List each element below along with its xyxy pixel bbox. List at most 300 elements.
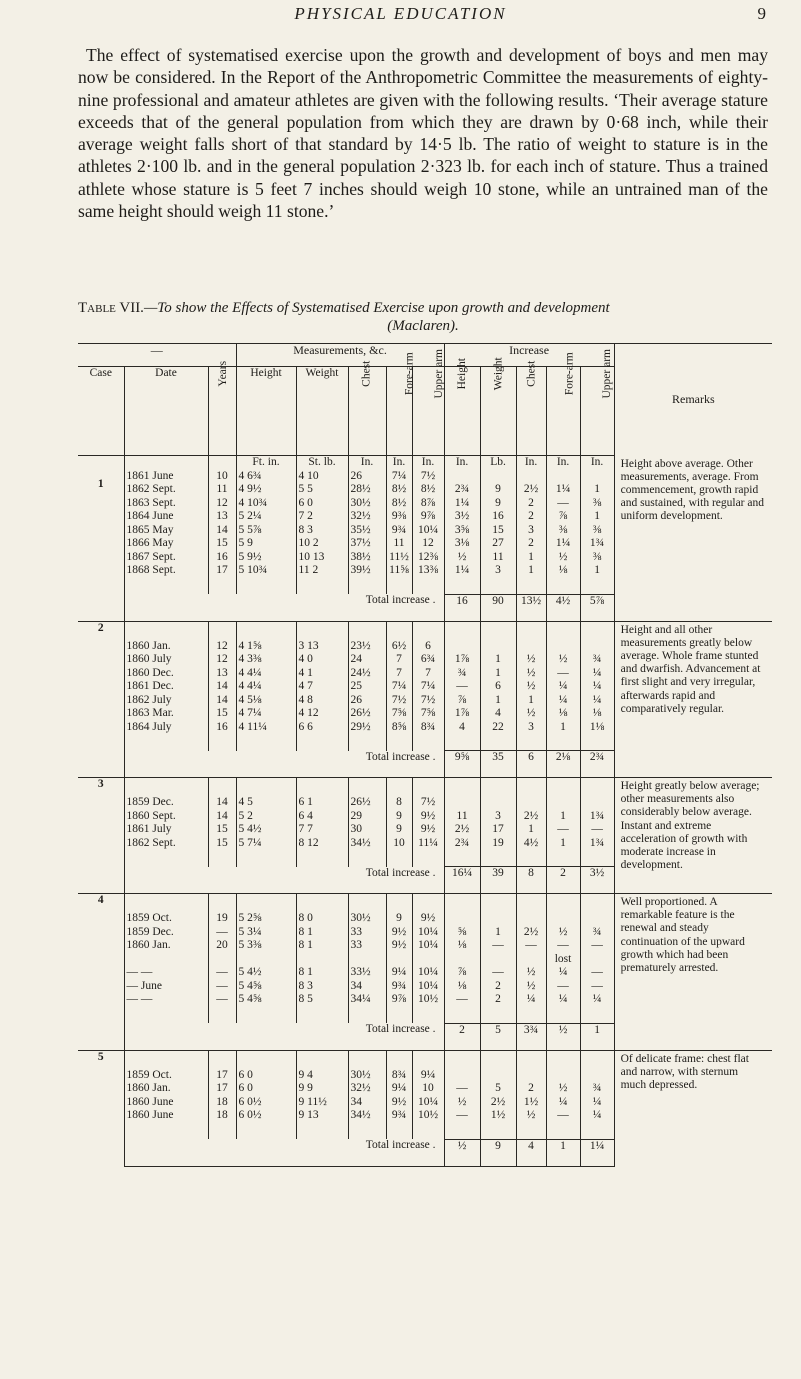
- date-cell: 1866 May: [124, 537, 208, 551]
- increase-ih-cell: ⅛: [444, 980, 480, 994]
- spacer-cell: [580, 850, 614, 867]
- increase-ih-cell: [444, 778, 480, 810]
- total-if-cell: 1: [546, 1139, 580, 1166]
- years-cell: 13: [208, 667, 236, 681]
- height-cell: 6 0½: [236, 1096, 296, 1110]
- group-increase: Increase: [444, 344, 614, 367]
- increase-ih-cell: [444, 894, 480, 926]
- weight-cell: 4 7: [296, 680, 348, 694]
- increase-iu-cell: ¼: [580, 694, 614, 708]
- date-cell: 1859 Dec.: [124, 778, 208, 810]
- increase-ih-cell: 1⅞: [444, 707, 480, 721]
- date-cell: 1864 July: [124, 721, 208, 735]
- col-inc-upperarm: Upper arm: [600, 349, 613, 399]
- chest-cell: 25: [348, 680, 386, 694]
- forearm-cell: 11: [386, 537, 412, 551]
- unit-inc-upperarm: In.: [580, 456, 614, 470]
- increase-ic-cell: ½: [516, 653, 546, 667]
- increase-ih-cell: [444, 1050, 480, 1082]
- spacer-cell: [124, 850, 208, 867]
- height-cell: 4 5: [236, 778, 296, 810]
- increase-if-cell: [546, 778, 580, 810]
- increase-ic-cell: ½: [516, 1109, 546, 1123]
- increase-iw-cell: [480, 621, 516, 653]
- col-chest: Chest: [360, 360, 373, 387]
- upperarm-cell: 10½: [412, 1109, 444, 1123]
- increase-iw-cell: [480, 894, 516, 926]
- col-inc-height: Height: [455, 358, 468, 390]
- chest-cell: 30½: [348, 497, 386, 511]
- increase-ic-cell: ¼: [516, 993, 546, 1007]
- increase-if-cell: —: [546, 1109, 580, 1123]
- weight-cell: 6 6: [296, 721, 348, 735]
- years-cell: 12: [208, 621, 236, 653]
- increase-ih-cell: ½: [444, 551, 480, 565]
- spacer-cell: [546, 1123, 580, 1140]
- increase-iw-cell: 2: [480, 980, 516, 994]
- date-cell: 1864 June: [124, 510, 208, 524]
- increase-iu-cell: [580, 953, 614, 967]
- total-label: Total increase .: [124, 1023, 444, 1050]
- date-cell: 1860 June: [124, 1109, 208, 1123]
- increase-if-cell: 1: [546, 837, 580, 851]
- spacer-cell: [296, 850, 348, 867]
- unit-weight: St. lb.: [296, 456, 348, 470]
- increase-iw-cell: 27: [480, 537, 516, 551]
- weight-cell: 7 2: [296, 510, 348, 524]
- increase-if-cell: 1: [546, 721, 580, 735]
- col-upperarm: Upper arm: [432, 349, 445, 399]
- date-cell: 1863 Sept.: [124, 497, 208, 511]
- upperarm-cell: 10¼: [412, 966, 444, 980]
- chest-cell: 23½: [348, 621, 386, 653]
- forearm-cell: 8½: [386, 497, 412, 511]
- chest-cell: 33: [348, 939, 386, 953]
- increase-iw-cell: 17: [480, 823, 516, 837]
- total-iw-cell: 39: [480, 867, 516, 894]
- increase-if-cell: —: [546, 980, 580, 994]
- years-cell: 17: [208, 1082, 236, 1096]
- increase-iu-cell: 1: [580, 483, 614, 497]
- forearm-cell: 11⅝: [386, 564, 412, 578]
- increase-iu-cell: [580, 1050, 614, 1082]
- unit-inc-forearm: In.: [546, 456, 580, 470]
- col-forearm: Fore-arm: [403, 352, 416, 396]
- height-cell: 6 0½: [236, 1109, 296, 1123]
- increase-ic-cell: ½: [516, 667, 546, 681]
- upperarm-cell: 10½: [412, 993, 444, 1007]
- weight-cell: 6 4: [296, 810, 348, 824]
- chest-cell: 34¼: [348, 993, 386, 1007]
- increase-if-cell: ⅞: [546, 510, 580, 524]
- total-label: Total increase .: [124, 751, 444, 778]
- years-cell: 17: [208, 1050, 236, 1082]
- spacer-cell: [516, 1123, 546, 1140]
- increase-iu-cell: —: [580, 966, 614, 980]
- increase-iu-cell: ¼: [580, 993, 614, 1007]
- increase-iu-cell: ⅜: [580, 497, 614, 511]
- page-number: 9: [757, 4, 766, 23]
- total-ic-cell: 4: [516, 1139, 546, 1166]
- upperarm-cell: 6: [412, 621, 444, 653]
- height-cell: 4 5⅛: [236, 694, 296, 708]
- spacer-cell: [444, 1007, 480, 1024]
- table-row: [78, 778, 772, 810]
- increase-if-cell: ½: [546, 1082, 580, 1096]
- upperarm-cell: 9½: [412, 823, 444, 837]
- forearm-cell: 7¼: [386, 680, 412, 694]
- increase-iw-cell: 3: [480, 810, 516, 824]
- total-label: Total increase .: [124, 867, 444, 894]
- col-height: Height: [236, 367, 296, 456]
- upperarm-cell: 8¾: [412, 721, 444, 735]
- increase-if-cell: [546, 621, 580, 653]
- weight-cell: 4 0: [296, 653, 348, 667]
- increase-ih-cell: ⅝: [444, 926, 480, 940]
- height-cell: 5 4½: [236, 823, 296, 837]
- increase-ih-cell: ⅞: [444, 966, 480, 980]
- weight-cell: 9 11½: [296, 1096, 348, 1110]
- group-measurements: Measurements, &c.: [236, 344, 444, 367]
- spacer-cell: [480, 734, 516, 751]
- increase-ih-cell: 3⅛: [444, 537, 480, 551]
- height-cell: 4 6¾: [236, 470, 296, 484]
- height-cell: 5 2¼: [236, 510, 296, 524]
- increase-iu-cell: 1¾: [580, 537, 614, 551]
- increase-if-cell: ¼: [546, 993, 580, 1007]
- chest-cell: [348, 953, 386, 967]
- weight-cell: 4 1: [296, 667, 348, 681]
- col-inc-forearm: Fore-arm: [563, 352, 576, 396]
- spacer-cell: [236, 1007, 296, 1024]
- spacer-cell: [386, 734, 412, 751]
- chest-cell: 34: [348, 1096, 386, 1110]
- increase-ih-cell: 1⅞: [444, 653, 480, 667]
- upperarm-cell: 9⅞: [412, 510, 444, 524]
- total-iw-cell: 9: [480, 1139, 516, 1166]
- col-inc-weight: Weight: [492, 357, 505, 391]
- increase-ic-cell: ½: [516, 680, 546, 694]
- height-cell: 4 9½: [236, 483, 296, 497]
- increase-iw-cell: 11: [480, 551, 516, 565]
- increase-iu-cell: ¼: [580, 680, 614, 694]
- increase-if-cell: ¼: [546, 680, 580, 694]
- increase-ih-cell: 2¾: [444, 483, 480, 497]
- increase-iw-cell: [480, 1050, 516, 1082]
- unit-inc-weight: Lb.: [480, 456, 516, 470]
- years-cell: 14: [208, 680, 236, 694]
- total-iu-cell: 3½: [580, 867, 614, 894]
- increase-ih-cell: —: [444, 1082, 480, 1096]
- increase-iu-cell: ¼: [580, 1096, 614, 1110]
- chest-cell: 24½: [348, 667, 386, 681]
- date-cell: 1862 Sept.: [124, 837, 208, 851]
- height-cell: 5 5⅞: [236, 524, 296, 538]
- increase-ic-cell: [516, 894, 546, 926]
- increase-if-cell: 1: [546, 810, 580, 824]
- spacer-cell: [296, 734, 348, 751]
- increase-if-cell: 1¼: [546, 483, 580, 497]
- increase-ic-cell: ½: [516, 966, 546, 980]
- years-cell: 15: [208, 537, 236, 551]
- weight-cell: 11 2: [296, 564, 348, 578]
- increase-if-cell: ⅛: [546, 564, 580, 578]
- forearm-cell: 7: [386, 667, 412, 681]
- increase-if-cell: —: [546, 667, 580, 681]
- height-cell: 5 3¼: [236, 926, 296, 940]
- increase-iu-cell: ¼: [580, 1109, 614, 1123]
- increase-iu-cell: —: [580, 939, 614, 953]
- increase-iw-cell: [480, 778, 516, 810]
- upperarm-cell: 9½: [412, 894, 444, 926]
- weight-cell: 10 13: [296, 551, 348, 565]
- weight-cell: 9 9: [296, 1082, 348, 1096]
- increase-if-cell: —: [546, 497, 580, 511]
- spacer-cell: [348, 1007, 386, 1024]
- weight-cell: 6 0: [296, 497, 348, 511]
- increase-if-cell: ¼: [546, 1096, 580, 1110]
- total-label: Total increase .: [124, 594, 444, 621]
- col-remarks: Remarks: [614, 344, 772, 456]
- date-cell: 1860 Sept.: [124, 810, 208, 824]
- increase-ic-cell: 1: [516, 564, 546, 578]
- increase-ih-cell: ⅛: [444, 939, 480, 953]
- table-row: [78, 621, 772, 653]
- upperarm-cell: 11¼: [412, 837, 444, 851]
- weight-cell: 8 3: [296, 980, 348, 994]
- increase-iu-cell: 1⅛: [580, 721, 614, 735]
- weight-cell: 4 12: [296, 707, 348, 721]
- case-number: 5: [78, 1050, 124, 1166]
- increase-ih-cell: 4: [444, 721, 480, 735]
- increase-iw-cell: 16: [480, 510, 516, 524]
- increase-iu-cell: [580, 894, 614, 926]
- forearm-cell: 6½: [386, 621, 412, 653]
- increase-iw-cell: 1: [480, 926, 516, 940]
- date-cell: 1862 Sept.: [124, 483, 208, 497]
- intro-paragraph: The effect of systematised exercise upon the growth and development of boys and men may now be considered. In the Report of the Anthropometric Committee the measurements of eighty-nine professional and amateur athletes are given with the following results. ‘Their average stature exceeds that of the general population from which they are drawn by 0·68 inch, while their average weight falls short of that standard by 14·5 lb. The ratio of weight to stature is in the athletes 2·100 lb. and in the general population 2·323 lb. for each inch of stature. Thus a trained athlete whose stature is 5 feet 7 inches should weigh 10 stone, while an untrained man of the same height should weigh 11 stone.’: [78, 45, 768, 222]
- unit-forearm: In.: [386, 456, 412, 470]
- unit-chest: In.: [348, 456, 386, 470]
- date-cell: — June: [124, 980, 208, 994]
- increase-ic-cell: 1: [516, 551, 546, 565]
- increase-ic-cell: 2: [516, 537, 546, 551]
- height-cell: 5 2: [236, 810, 296, 824]
- forearm-cell: 7¼: [386, 470, 412, 484]
- forearm-cell: 9¾: [386, 524, 412, 538]
- years-cell: 14: [208, 778, 236, 810]
- forearm-cell: 8: [386, 778, 412, 810]
- increase-if-cell: [546, 894, 580, 926]
- height-cell: 5 2⅝: [236, 894, 296, 926]
- unit-upperarm: In.: [412, 456, 444, 470]
- chest-cell: 33: [348, 926, 386, 940]
- increase-ih-cell: 2½: [444, 823, 480, 837]
- increase-ih-cell: [444, 470, 480, 484]
- weight-cell: 4 8: [296, 694, 348, 708]
- increase-iu-cell: [580, 778, 614, 810]
- total-ic-cell: 3¾: [516, 1023, 546, 1050]
- chest-cell: 30: [348, 823, 386, 837]
- increase-iu-cell: 1: [580, 510, 614, 524]
- increase-iw-cell: 2½: [480, 1096, 516, 1110]
- years-cell: 19: [208, 894, 236, 926]
- years-cell: 18: [208, 1096, 236, 1110]
- height-cell: 4 3⅜: [236, 653, 296, 667]
- remarks-case-3: Height greatly below average; other measurements also considerably below average. Instant and extreme acceleration of growth with moderate increase in development.: [614, 778, 772, 894]
- increase-ih-cell: 3½: [444, 510, 480, 524]
- spacer-cell: [444, 1123, 480, 1140]
- weight-cell: 10 2: [296, 537, 348, 551]
- height-cell: 5 4⅝: [236, 993, 296, 1007]
- increase-ic-cell: [516, 1050, 546, 1082]
- increase-ih-cell: —: [444, 680, 480, 694]
- spacer-cell: [124, 578, 208, 595]
- spacer-cell: [386, 1123, 412, 1140]
- increase-ih-cell: —: [444, 1109, 480, 1123]
- years-cell: 14: [208, 810, 236, 824]
- chest-cell: 32½: [348, 510, 386, 524]
- chest-cell: 28½: [348, 483, 386, 497]
- spacer-cell: [516, 578, 546, 595]
- case-number: 4: [78, 894, 124, 1051]
- increase-ic-cell: 2: [516, 510, 546, 524]
- forearm-cell: 9: [386, 894, 412, 926]
- increase-if-cell: ½: [546, 926, 580, 940]
- increase-ih-cell: —: [444, 993, 480, 1007]
- date-cell: 1861 July: [124, 823, 208, 837]
- increase-ic-cell: 3: [516, 721, 546, 735]
- increase-ic-cell: [516, 621, 546, 653]
- chest-cell: 34½: [348, 837, 386, 851]
- spacer-cell: [546, 850, 580, 867]
- spacer-cell: [580, 1123, 614, 1140]
- forearm-cell: 8½: [386, 483, 412, 497]
- spacer-cell: [236, 1123, 296, 1140]
- increase-ih-cell: ½: [444, 1096, 480, 1110]
- table-source: (Maclaren).: [387, 318, 459, 334]
- increase-ih-cell: 2¾: [444, 837, 480, 851]
- increase-iw-cell: 15: [480, 524, 516, 538]
- date-cell: 1859 Dec.: [124, 926, 208, 940]
- upperarm-cell: 7¼: [412, 680, 444, 694]
- increase-ic-cell: 2: [516, 1082, 546, 1096]
- date-cell: [124, 953, 208, 967]
- forearm-cell: 7½: [386, 694, 412, 708]
- upperarm-cell: 6¾: [412, 653, 444, 667]
- weight-cell: 8 0: [296, 894, 348, 926]
- unit-inc-height: In.: [444, 456, 480, 470]
- date-cell: 1860 Jan.: [124, 1082, 208, 1096]
- increase-if-cell: ½: [546, 653, 580, 667]
- spacer-cell: [236, 850, 296, 867]
- date-cell: — —: [124, 993, 208, 1007]
- upperarm-cell: 10¼: [412, 939, 444, 953]
- upperarm-cell: 10¼: [412, 1096, 444, 1110]
- years-cell: 10: [208, 470, 236, 484]
- weight-cell: 3 13: [296, 621, 348, 653]
- spacer-cell: [444, 578, 480, 595]
- spacer-cell: [580, 1007, 614, 1024]
- forearm-cell: 9¼: [386, 1082, 412, 1096]
- increase-iw-cell: 1½: [480, 1109, 516, 1123]
- chest-cell: 24: [348, 653, 386, 667]
- increase-iw-cell: —: [480, 966, 516, 980]
- increase-ic-cell: 1: [516, 823, 546, 837]
- chest-cell: 37½: [348, 537, 386, 551]
- spacer-cell: [480, 1123, 516, 1140]
- table-row: [78, 1050, 772, 1082]
- increase-if-cell: ⅜: [546, 524, 580, 538]
- forearm-cell: 9⅜: [386, 510, 412, 524]
- increase-if-cell: ¼: [546, 966, 580, 980]
- height-cell: [236, 953, 296, 967]
- total-ih-cell: ½: [444, 1139, 480, 1166]
- total-iu-cell: 1¼: [580, 1139, 614, 1166]
- total-if-cell: ½: [546, 1023, 580, 1050]
- forearm-cell: 9: [386, 823, 412, 837]
- forearm-cell: 9½: [386, 939, 412, 953]
- chest-cell: 29½: [348, 721, 386, 735]
- height-cell: 5 9½: [236, 551, 296, 565]
- remarks-case-2: Height and all other measurements greatly below average. Whole frame stunted and dwarfish. Advancement at first slight and very irregular, afterwards rapid and comparatively regular.: [614, 621, 772, 778]
- chest-cell: 38½: [348, 551, 386, 565]
- height-cell: 5 9: [236, 537, 296, 551]
- corner-cell: —: [78, 344, 236, 367]
- height-cell: 5 7¼: [236, 837, 296, 851]
- col-case: Case: [78, 367, 124, 456]
- spacer-cell: [516, 1007, 546, 1024]
- total-iw-cell: 90: [480, 594, 516, 621]
- total-if-cell: 2⅛: [546, 751, 580, 778]
- height-cell: 6 0: [236, 1050, 296, 1082]
- increase-ih-cell: 3⅝: [444, 524, 480, 538]
- upperarm-cell: [412, 953, 444, 967]
- height-cell: 4 10¾: [236, 497, 296, 511]
- increase-ih-cell: [444, 621, 480, 653]
- upperarm-cell: 7½: [412, 694, 444, 708]
- years-cell: 18: [208, 1109, 236, 1123]
- increase-iu-cell: ¾: [580, 1082, 614, 1096]
- height-cell: 4 4¼: [236, 667, 296, 681]
- total-if-cell: 4½: [546, 594, 580, 621]
- increase-iu-cell: 1¾: [580, 810, 614, 824]
- unit-height: Ft. in.: [236, 456, 296, 470]
- date-cell: 1861 Dec.: [124, 680, 208, 694]
- increase-iu-cell: ⅛: [580, 707, 614, 721]
- spacer-cell: [546, 578, 580, 595]
- total-ic-cell: 8: [516, 867, 546, 894]
- chest-cell: 32½: [348, 1082, 386, 1096]
- increase-iw-cell: 6: [480, 680, 516, 694]
- spacer-cell: [412, 578, 444, 595]
- units-spacer: [124, 456, 208, 470]
- case-number: 3: [78, 778, 124, 894]
- increase-ic-cell: [516, 778, 546, 810]
- total-iu-cell: 1: [580, 1023, 614, 1050]
- upperarm-cell: 9¼: [412, 1050, 444, 1082]
- running-head: PHYSICAL EDUCATION: [294, 4, 507, 23]
- increase-ih-cell: 1¼: [444, 564, 480, 578]
- forearm-cell: 8¾: [386, 1050, 412, 1082]
- unit-inc-chest: In.: [516, 456, 546, 470]
- height-cell: 5 3⅜: [236, 939, 296, 953]
- spacer-cell: [580, 578, 614, 595]
- weight-cell: 8 1: [296, 926, 348, 940]
- increase-ic-cell: 4½: [516, 837, 546, 851]
- increase-iw-cell: 2: [480, 993, 516, 1007]
- spacer-cell: [480, 850, 516, 867]
